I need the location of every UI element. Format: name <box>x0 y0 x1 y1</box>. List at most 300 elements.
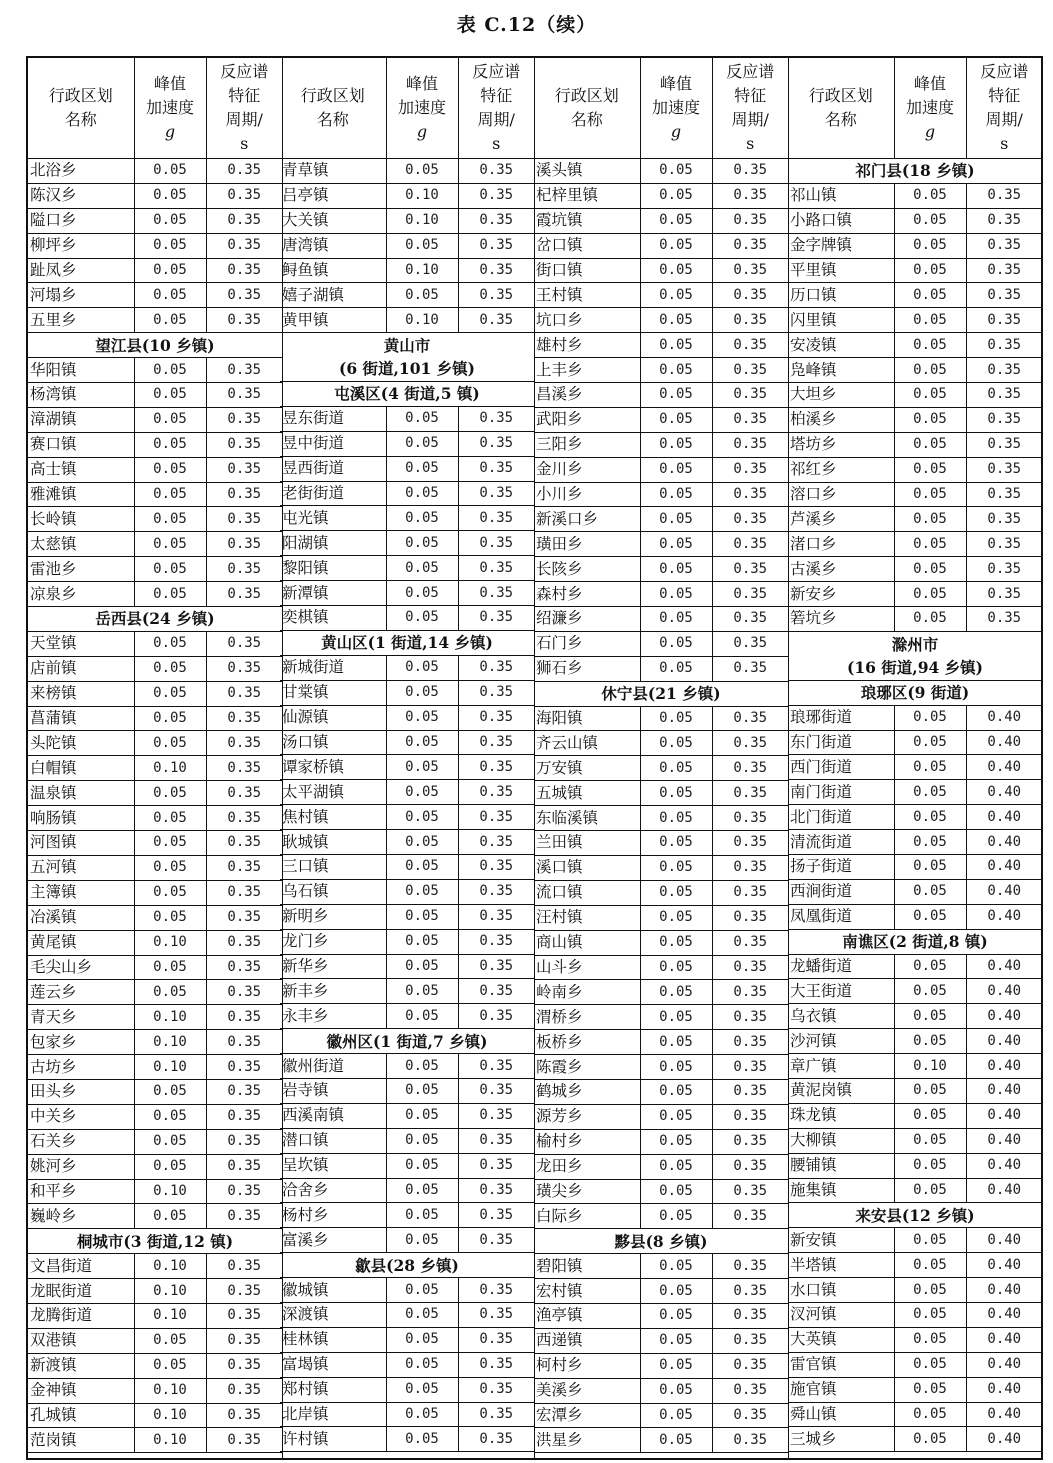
district-name: 雅滩镇 <box>28 482 134 507</box>
peak-acceleration-value: 0.05 <box>386 1203 458 1228</box>
district-name: 青天乡 <box>28 1005 134 1030</box>
characteristic-period-value: 0.35 <box>458 805 534 830</box>
district-name: 仙源镇 <box>280 705 386 730</box>
table-row <box>534 1104 788 1129</box>
peak-acceleration-value: 0.05 <box>894 457 966 482</box>
district-name: 平里镇 <box>788 258 894 283</box>
peak-acceleration-value: 0.05 <box>134 283 206 308</box>
characteristic-period-value: 0.35 <box>458 556 534 581</box>
table-row <box>788 705 1042 730</box>
district-name: 石门乡 <box>534 631 640 656</box>
district-name: 渚口乡 <box>788 532 894 557</box>
characteristic-period-value: 0.35 <box>458 233 534 258</box>
table-row <box>788 1377 1042 1402</box>
section-heading: 南谯区(2 街道,8 镇) <box>788 929 1042 954</box>
characteristic-period-value: 0.35 <box>712 1279 788 1304</box>
district-name: 高士镇 <box>28 457 134 482</box>
district-name: 昱东街道 <box>280 406 386 431</box>
district-name: 龙腾街道 <box>28 1303 134 1328</box>
district-name: 璜尖乡 <box>534 1179 640 1204</box>
section-row <box>280 1029 534 1054</box>
peak-acceleration-value: 0.05 <box>134 1129 206 1154</box>
peak-acceleration-value: 0.05 <box>894 1178 966 1203</box>
characteristic-period-value: 0.40 <box>966 830 1042 855</box>
section-heading: 黄山区(1 街道,14 乡镇) <box>280 630 534 655</box>
district-name: 和平乡 <box>28 1179 134 1204</box>
characteristic-period-value: 0.35 <box>458 581 534 606</box>
district-name: 漳湖镇 <box>28 407 134 432</box>
peak-acceleration-value: 0.10 <box>386 258 458 283</box>
characteristic-period-value: 0.35 <box>966 557 1042 582</box>
table-row <box>280 1004 534 1029</box>
table-block-4 <box>788 56 1043 1460</box>
table-row <box>28 383 282 408</box>
peak-acceleration-value: 0.05 <box>894 730 966 755</box>
characteristic-period-value: 0.35 <box>712 607 788 632</box>
district-name: 齐云山镇 <box>534 731 640 756</box>
characteristic-period-value: 0.35 <box>712 1005 788 1030</box>
table-row <box>788 1153 1042 1178</box>
district-name: 黄甲镇 <box>280 308 386 333</box>
characteristic-period-value: 0.40 <box>966 1103 1042 1128</box>
peak-acceleration-value: 0.05 <box>640 656 712 681</box>
district-name: 历口镇 <box>788 283 894 308</box>
table-row <box>280 456 534 481</box>
peak-acceleration-value: 0.05 <box>640 1030 712 1055</box>
district-name: 小路口镇 <box>788 208 894 233</box>
characteristic-period-value: 0.35 <box>712 208 788 233</box>
characteristic-period-value: 0.35 <box>206 1279 282 1304</box>
peak-acceleration-value: 0.05 <box>386 456 458 481</box>
peak-acceleration-value: 0.05 <box>640 557 712 582</box>
district-name: 武阳乡 <box>534 407 640 432</box>
district-name: 焦村镇 <box>280 805 386 830</box>
table-row <box>28 831 282 856</box>
characteristic-period-value: 0.35 <box>458 456 534 481</box>
district-name: 徽州街道 <box>280 1054 386 1079</box>
characteristic-period-value: 0.35 <box>712 358 788 383</box>
table-row <box>534 308 788 333</box>
peak-acceleration-value: 0.10 <box>386 208 458 233</box>
table-row <box>534 1005 788 1030</box>
district-name: 甘棠镇 <box>280 680 386 705</box>
characteristic-period-value: 0.35 <box>206 955 282 980</box>
district-name: 姚河乡 <box>28 1154 134 1179</box>
table-row <box>28 183 282 208</box>
table-row <box>28 1005 282 1030</box>
characteristic-period-value: 0.35 <box>206 283 282 308</box>
table-row <box>534 1378 788 1403</box>
table-row <box>534 1179 788 1204</box>
district-name: 金字牌镇 <box>788 233 894 258</box>
table-row <box>28 631 282 656</box>
peak-acceleration-value: 0.05 <box>386 606 458 631</box>
peak-acceleration-value: 0.05 <box>640 482 712 507</box>
characteristic-period-value: 0.40 <box>966 1352 1042 1377</box>
peak-acceleration-value: 0.05 <box>134 507 206 532</box>
peak-acceleration-value: 0.05 <box>134 1154 206 1179</box>
district-name: 北门街道 <box>788 805 894 830</box>
characteristic-period-value: 0.35 <box>206 781 282 806</box>
peak-acceleration-value: 0.05 <box>134 233 206 258</box>
characteristic-period-value: 0.35 <box>966 607 1042 632</box>
district-name: 岭南乡 <box>534 980 640 1005</box>
peak-acceleration-value: 0.05 <box>640 183 712 208</box>
district-name: 闪里镇 <box>788 308 894 333</box>
peak-acceleration-value: 0.10 <box>386 183 458 208</box>
table-row <box>28 656 282 681</box>
district-name: 北浴乡 <box>28 159 134 184</box>
section-heading: 望江县(10 乡镇) <box>28 333 282 358</box>
peak-acceleration-value: 0.05 <box>640 1378 712 1403</box>
characteristic-period-value: 0.35 <box>712 706 788 731</box>
table-row <box>28 955 282 980</box>
district-name: 海阳镇 <box>534 706 640 731</box>
table-row <box>534 183 788 208</box>
peak-acceleration-value: 0.05 <box>386 1128 458 1153</box>
characteristic-period-value: 0.35 <box>206 432 282 457</box>
table-row <box>280 481 534 506</box>
peak-acceleration-value: 0.05 <box>386 581 458 606</box>
peak-acceleration-value: 0.05 <box>134 1328 206 1353</box>
peak-acceleration-value: 0.05 <box>640 258 712 283</box>
characteristic-period-value: 0.35 <box>458 606 534 631</box>
characteristic-period-value: 0.35 <box>458 1278 534 1303</box>
peak-acceleration-value: 0.05 <box>640 358 712 383</box>
table-row <box>280 431 534 456</box>
peak-acceleration-value: 0.05 <box>640 1154 712 1179</box>
peak-acceleration-value: 0.05 <box>386 1054 458 1079</box>
characteristic-period-value: 0.35 <box>206 183 282 208</box>
table-row <box>28 233 282 258</box>
peak-acceleration-value: 0.05 <box>134 980 206 1005</box>
table-row <box>788 383 1042 408</box>
characteristic-period-value: 0.35 <box>206 681 282 706</box>
district-name: 河塌乡 <box>28 283 134 308</box>
peak-acceleration-value: 0.10 <box>134 1428 206 1453</box>
table-row <box>788 358 1042 383</box>
district-name: 王村镇 <box>534 283 640 308</box>
unit-symbol: g <box>416 122 428 141</box>
characteristic-period-value: 0.35 <box>712 781 788 806</box>
characteristic-period-value: 0.40 <box>966 1054 1042 1079</box>
peak-acceleration-value: 0.05 <box>894 780 966 805</box>
table-row <box>534 631 788 656</box>
header-characteristic-period: 反应谱 特征 周期/ s <box>966 58 1042 159</box>
characteristic-period-value: 0.35 <box>206 1179 282 1204</box>
table-row <box>788 333 1042 358</box>
table-row <box>788 1352 1042 1377</box>
characteristic-period-value: 0.35 <box>458 406 534 431</box>
table-row <box>534 1154 788 1179</box>
district-name: 沙河镇 <box>788 1029 894 1054</box>
district-name: 柳坪乡 <box>28 233 134 258</box>
peak-acceleration-value: 0.05 <box>386 1178 458 1203</box>
district-name: 耿城镇 <box>280 830 386 855</box>
district-name: 新城街道 <box>280 655 386 680</box>
peak-acceleration-value: 0.05 <box>894 432 966 457</box>
peak-acceleration-value: 0.05 <box>640 855 712 880</box>
characteristic-period-value: 0.35 <box>712 731 788 756</box>
characteristic-period-value: 0.35 <box>712 1428 788 1453</box>
district-name: 赛口镇 <box>28 432 134 457</box>
section-row <box>28 333 282 358</box>
table-row <box>534 457 788 482</box>
table-row <box>280 755 534 780</box>
section-heading: 祁门县(18 乡镇) <box>788 159 1042 184</box>
table-row <box>28 681 282 706</box>
header-row <box>534 58 788 159</box>
table-block-3 <box>534 56 789 1460</box>
peak-acceleration-value: 0.10 <box>386 308 458 333</box>
peak-acceleration-value: 0.05 <box>640 631 712 656</box>
section-row <box>280 630 534 655</box>
peak-acceleration-value: 0.05 <box>386 879 458 904</box>
district-name: 昱中街道 <box>280 431 386 456</box>
peak-acceleration-value: 0.05 <box>134 482 206 507</box>
district-name: 雷池乡 <box>28 557 134 582</box>
table-row <box>534 532 788 557</box>
characteristic-period-value: 0.35 <box>966 407 1042 432</box>
district-name: 洪星乡 <box>534 1428 640 1453</box>
characteristic-period-value: 0.35 <box>206 656 282 681</box>
table-row <box>280 406 534 431</box>
peak-acceleration-value: 0.05 <box>134 208 206 233</box>
peak-acceleration-value: 0.05 <box>640 1403 712 1428</box>
district-name: 石关乡 <box>28 1129 134 1154</box>
peak-acceleration-value: 0.05 <box>386 1103 458 1128</box>
characteristic-period-value: 0.35 <box>712 1254 788 1279</box>
peak-acceleration-value: 0.05 <box>134 557 206 582</box>
peak-acceleration-value: 0.05 <box>894 557 966 582</box>
table-row <box>28 258 282 283</box>
peak-acceleration-value: 0.05 <box>894 1103 966 1128</box>
district-name: 霞坑镇 <box>534 208 640 233</box>
district-name: 乌衣镇 <box>788 1004 894 1029</box>
district-name: 昌溪乡 <box>534 383 640 408</box>
table-row <box>788 879 1042 904</box>
table-row <box>280 1278 534 1303</box>
table-row <box>280 506 534 531</box>
district-name: 许村镇 <box>280 1427 386 1452</box>
table-row <box>28 507 282 532</box>
peak-acceleration-value: 0.10 <box>134 1055 206 1080</box>
district-name: 腰铺镇 <box>788 1153 894 1178</box>
table-row <box>28 756 282 781</box>
district-name: 汪村镇 <box>534 905 640 930</box>
table-row <box>28 1403 282 1428</box>
peak-acceleration-value: 0.05 <box>640 905 712 930</box>
district-name: 渭桥乡 <box>534 1005 640 1030</box>
characteristic-period-value: 0.35 <box>712 1030 788 1055</box>
peak-acceleration-value: 0.05 <box>640 159 712 184</box>
characteristic-period-value: 0.35 <box>458 1302 534 1327</box>
district-name: 鲟鱼镇 <box>280 258 386 283</box>
characteristic-period-value: 0.35 <box>712 1403 788 1428</box>
characteristic-period-value: 0.35 <box>712 1179 788 1204</box>
district-name: 小川乡 <box>534 482 640 507</box>
peak-acceleration-value: 0.10 <box>134 930 206 955</box>
characteristic-period-value: 0.40 <box>966 1228 1042 1253</box>
table-row <box>28 1254 282 1279</box>
characteristic-period-value: 0.35 <box>712 482 788 507</box>
table-row <box>534 1129 788 1154</box>
table-row <box>28 905 282 930</box>
table-row <box>280 979 534 1004</box>
table-row <box>788 482 1042 507</box>
table-row <box>28 1179 282 1204</box>
peak-acceleration-value: 0.05 <box>640 1104 712 1129</box>
district-name: 陈霞乡 <box>534 1055 640 1080</box>
district-table <box>28 58 282 1453</box>
table-row <box>280 258 534 283</box>
header-characteristic-period: 反应谱 特征 周期/ s <box>712 58 788 159</box>
peak-acceleration-value: 0.05 <box>386 655 458 680</box>
table-row <box>788 954 1042 979</box>
peak-acceleration-value: 0.05 <box>134 532 206 557</box>
district-name: 北岸镇 <box>280 1402 386 1427</box>
peak-acceleration-value: 0.05 <box>894 582 966 607</box>
peak-acceleration-value: 0.05 <box>134 855 206 880</box>
characteristic-period-value: 0.35 <box>712 1079 788 1104</box>
peak-acceleration-value: 0.05 <box>386 755 458 780</box>
characteristic-period-value: 0.35 <box>458 1178 534 1203</box>
section-heading: 歙县(28 乡镇) <box>280 1253 534 1278</box>
unit-symbol: g <box>164 122 176 141</box>
section-heading: 琅琊区(9 街道) <box>788 680 1042 705</box>
section-heading: 滁州市 (16 街道,94 乡镇) <box>788 631 1042 680</box>
peak-acceleration-value: 0.05 <box>640 383 712 408</box>
characteristic-period-value: 0.35 <box>458 1327 534 1352</box>
table-row <box>788 830 1042 855</box>
peak-acceleration-value: 0.05 <box>640 1328 712 1353</box>
district-name: 万安镇 <box>534 756 640 781</box>
characteristic-period-value: 0.35 <box>458 481 534 506</box>
district-name: 嬉子湖镇 <box>280 283 386 308</box>
table-row <box>788 432 1042 457</box>
characteristic-period-value: 0.35 <box>966 582 1042 607</box>
peak-acceleration-value: 0.05 <box>134 631 206 656</box>
characteristic-period-value: 0.35 <box>458 283 534 308</box>
table-row <box>534 208 788 233</box>
peak-acceleration-value: 0.05 <box>386 1078 458 1103</box>
characteristic-period-value: 0.40 <box>966 1427 1042 1452</box>
district-name: 古坊乡 <box>28 1055 134 1080</box>
district-name: 新潭镇 <box>280 581 386 606</box>
characteristic-period-value: 0.40 <box>966 705 1042 730</box>
table-row <box>788 233 1042 258</box>
district-name: 五河镇 <box>28 855 134 880</box>
district-name: 桂林镇 <box>280 1327 386 1352</box>
characteristic-period-value: 0.40 <box>966 755 1042 780</box>
district-name: 店前镇 <box>28 656 134 681</box>
peak-acceleration-value: 0.05 <box>134 183 206 208</box>
peak-acceleration-value: 0.05 <box>894 333 966 358</box>
district-name: 安凌镇 <box>788 333 894 358</box>
table-row <box>534 333 788 358</box>
header-peak-acceleration: 峰值 加速度 g <box>894 58 966 159</box>
peak-acceleration-value: 0.05 <box>894 183 966 208</box>
peak-acceleration-value: 0.05 <box>894 1327 966 1352</box>
table-row <box>28 1328 282 1353</box>
characteristic-period-value: 0.35 <box>458 258 534 283</box>
table-row <box>280 1302 534 1327</box>
district-name: 田头乡 <box>28 1079 134 1104</box>
district-name: 徽城镇 <box>280 1278 386 1303</box>
unit-symbol: g <box>670 122 682 141</box>
peak-acceleration-value: 0.10 <box>134 756 206 781</box>
table-row <box>28 283 282 308</box>
table-row <box>788 1029 1042 1054</box>
district-name: 柯村乡 <box>534 1353 640 1378</box>
district-name: 板桥乡 <box>534 1030 640 1055</box>
peak-acceleration-value: 0.05 <box>386 406 458 431</box>
district-name: 三口镇 <box>280 854 386 879</box>
table-row <box>534 1279 788 1304</box>
peak-acceleration-value: 0.05 <box>386 730 458 755</box>
table-row <box>28 208 282 233</box>
district-name: 东临溪镇 <box>534 806 640 831</box>
district-name: 黄泥岗镇 <box>788 1078 894 1103</box>
district-name: 龙眠街道 <box>28 1279 134 1304</box>
table-row <box>534 656 788 681</box>
table-row <box>28 731 282 756</box>
characteristic-period-value: 0.35 <box>206 507 282 532</box>
peak-acceleration-value: 0.05 <box>894 1253 966 1278</box>
peak-acceleration-value: 0.05 <box>894 1377 966 1402</box>
header-district-name: 行政区划 名称 <box>280 58 386 159</box>
table-row <box>534 930 788 955</box>
district-name: 宏潭乡 <box>534 1403 640 1428</box>
district-name: 龙蟠街道 <box>788 954 894 979</box>
table-row <box>788 1128 1042 1153</box>
district-name: 巍岭乡 <box>28 1204 134 1229</box>
peak-acceleration-value: 0.05 <box>134 308 206 333</box>
district-name: 施集镇 <box>788 1178 894 1203</box>
district-name: 大英镇 <box>788 1327 894 1352</box>
characteristic-period-value: 0.40 <box>966 1128 1042 1153</box>
district-name: 山斗乡 <box>534 955 640 980</box>
characteristic-period-value: 0.35 <box>712 905 788 930</box>
table-row <box>534 159 788 184</box>
district-name: 头陀镇 <box>28 731 134 756</box>
table-row <box>28 482 282 507</box>
table-row <box>28 1428 282 1453</box>
district-name: 新丰乡 <box>280 979 386 1004</box>
section-heading: 黄山市 (6 街道,101 乡镇) <box>280 333 534 382</box>
peak-acceleration-value: 0.05 <box>640 208 712 233</box>
district-name: 祁红乡 <box>788 457 894 482</box>
characteristic-period-value: 0.40 <box>966 854 1042 879</box>
peak-acceleration-value: 0.05 <box>134 1353 206 1378</box>
peak-acceleration-value: 0.05 <box>134 1204 206 1229</box>
district-name: 隘口乡 <box>28 208 134 233</box>
table-row <box>28 557 282 582</box>
table-row <box>280 1327 534 1352</box>
characteristic-period-value: 0.35 <box>712 1378 788 1403</box>
peak-acceleration-value: 0.10 <box>134 1179 206 1204</box>
header-row <box>788 58 1042 159</box>
peak-acceleration-value: 0.05 <box>894 507 966 532</box>
peak-acceleration-value: 0.05 <box>640 1428 712 1453</box>
header-district-name: 行政区划 名称 <box>28 58 134 159</box>
district-name: 新渡镇 <box>28 1353 134 1378</box>
district-name: 森村乡 <box>534 582 640 607</box>
table-row <box>788 183 1042 208</box>
district-name: 温泉镇 <box>28 781 134 806</box>
district-name: 阳湖镇 <box>280 531 386 556</box>
characteristic-period-value: 0.40 <box>966 780 1042 805</box>
